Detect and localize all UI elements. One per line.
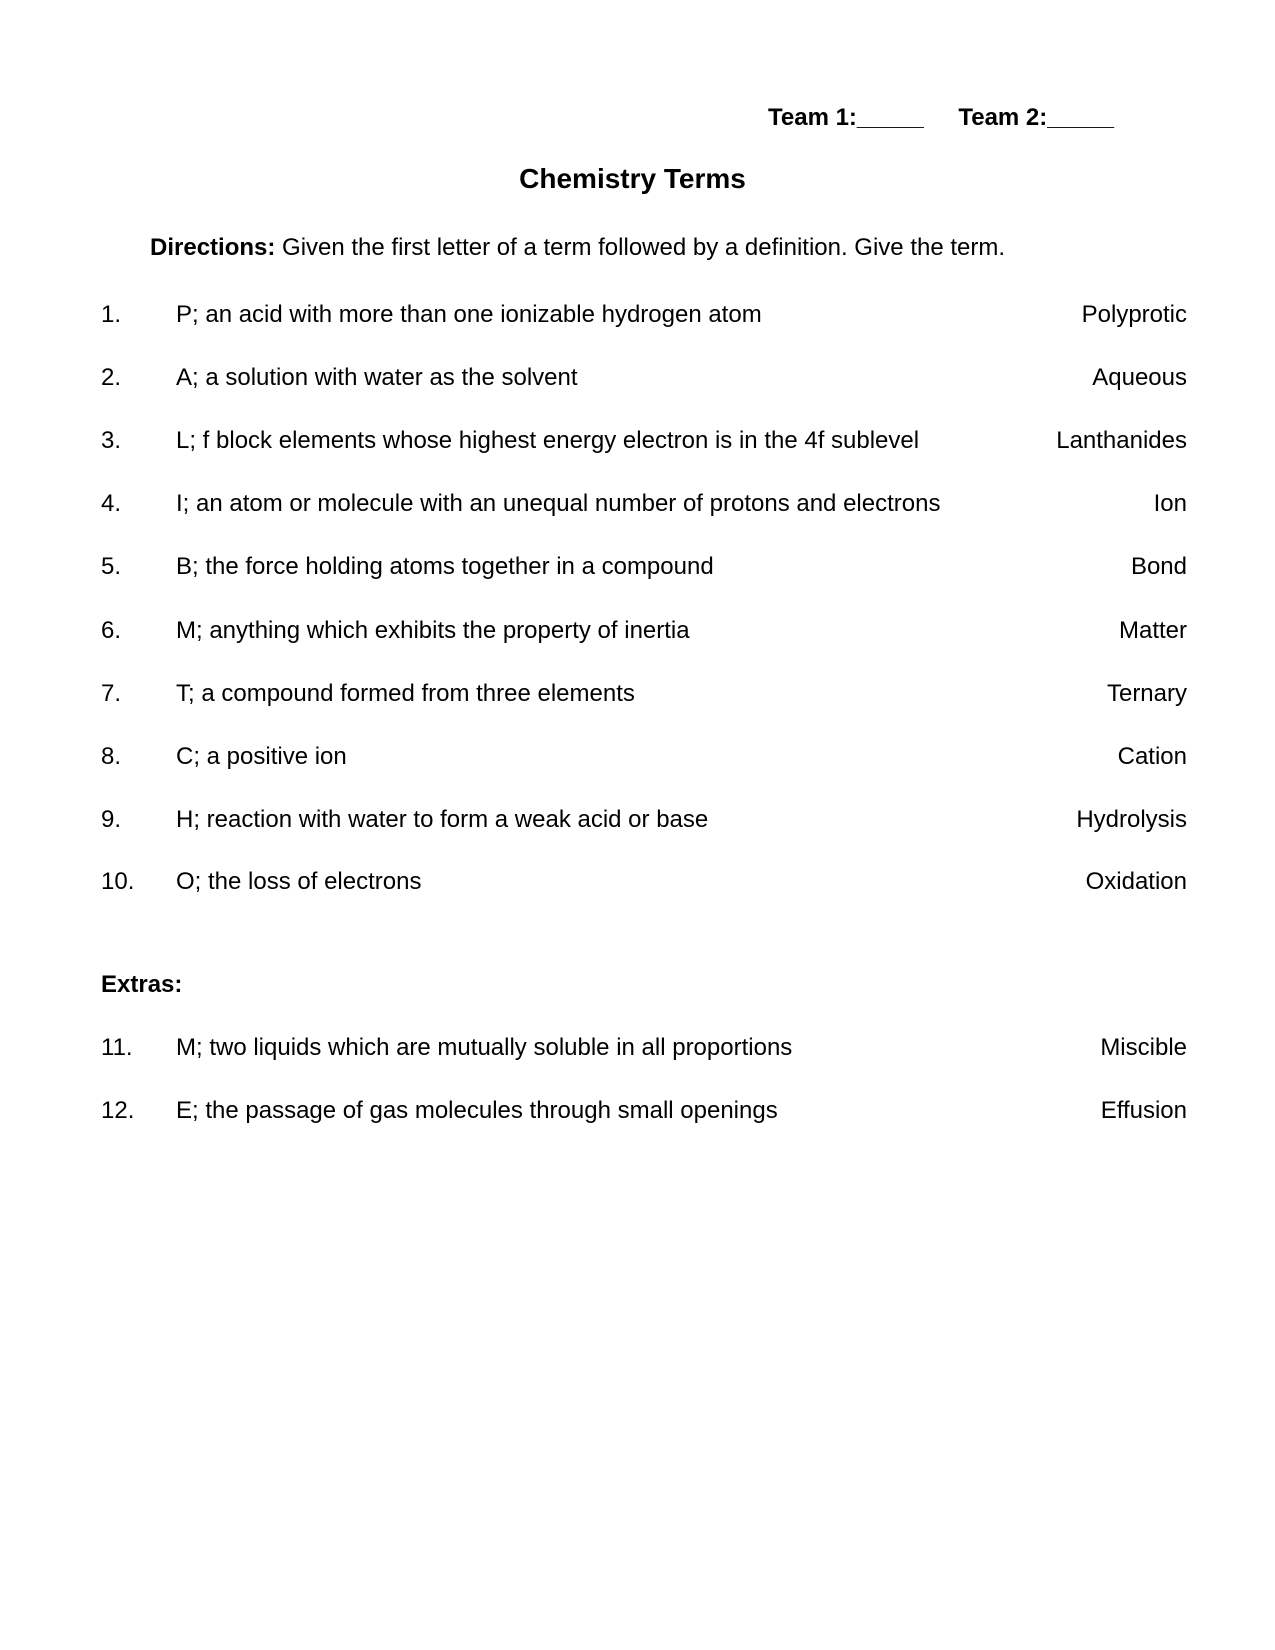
question-row: [101, 364, 1187, 394]
question-definition: P; an acid with more than one ionizable hydrogen atom: [176, 301, 762, 328]
page-title: Chemistry Terms: [519, 163, 746, 194]
team-score-line: [768, 104, 1114, 132]
directions: [150, 234, 1005, 262]
question-answer: Miscible: [1100, 1034, 1187, 1061]
question-definition: M; anything which exhibits the property of inertia: [176, 617, 690, 644]
question-definition: C; a positive ion: [176, 743, 347, 770]
question-number: 6.: [101, 617, 122, 644]
question-number: 11.: [101, 1034, 133, 1061]
question-row: [101, 680, 1187, 710]
question-row: [101, 301, 1187, 331]
question-row: [101, 553, 1187, 583]
question-answer: Ion: [1153, 490, 1187, 517]
team-1-blank: Team 1:_____: [768, 104, 924, 131]
question-answer: Hydrolysis: [1076, 806, 1187, 833]
question-answer: Cation: [1117, 743, 1187, 770]
question-definition: I; an atom or molecule with an unequal number of protons and electrons: [176, 490, 941, 517]
question-row: [101, 617, 1187, 647]
question-number: 7.: [101, 680, 122, 707]
question-row: [101, 427, 1187, 457]
directions-label: Directions:: [150, 234, 276, 261]
question-number: 4.: [101, 490, 122, 517]
question-answer: Matter: [1118, 617, 1187, 644]
question-answer: Polyprotic: [1081, 301, 1187, 328]
question-number: 1.: [101, 301, 122, 328]
question-definition: B; the force holding atoms together in a compound: [176, 553, 714, 580]
question-row: [101, 868, 1187, 898]
question-number: 3.: [101, 427, 122, 454]
question-answer: Ternary: [1106, 680, 1187, 707]
question-row: [101, 490, 1187, 520]
question-number: 8.: [101, 743, 122, 770]
extra-question-row: [101, 1034, 1187, 1064]
question-answer: Aqueous: [1092, 364, 1187, 391]
question-definition: L; f block elements whose highest energy electron is in the 4f sublevel: [176, 427, 920, 454]
directions-text: Given the first letter of a term followed by a definition. Give the term.: [275, 234, 1006, 261]
question-number: 10.: [101, 868, 135, 895]
question-definition: T; a compound formed from three elements: [176, 680, 635, 707]
question-definition: A; a solution with water as the solvent: [176, 364, 578, 391]
extra-question-row: [101, 1097, 1187, 1127]
question-answer: Lanthanides: [1056, 427, 1187, 454]
question-row: [101, 806, 1187, 836]
question-number: 12.: [101, 1097, 135, 1124]
team-2-blank: Team 2:_____: [958, 104, 1115, 131]
question-answer: Oxidation: [1085, 868, 1187, 895]
question-answer: Effusion: [1100, 1097, 1187, 1124]
question-definition: E; the passage of gas molecules through small openings: [176, 1097, 778, 1124]
question-number: 2.: [101, 364, 122, 391]
question-number: 5.: [101, 553, 122, 580]
question-definition: O; the loss of electrons: [176, 868, 422, 895]
question-number: 9.: [101, 806, 122, 833]
question-definition: H; reaction with water to form a weak acid or base: [176, 806, 709, 833]
question-answer: Bond: [1130, 553, 1187, 580]
question-row: [101, 743, 1187, 773]
extras-heading: Extras:: [101, 971, 183, 998]
question-definition: M; two liquids which are mutually soluble in all proportions: [176, 1034, 793, 1061]
